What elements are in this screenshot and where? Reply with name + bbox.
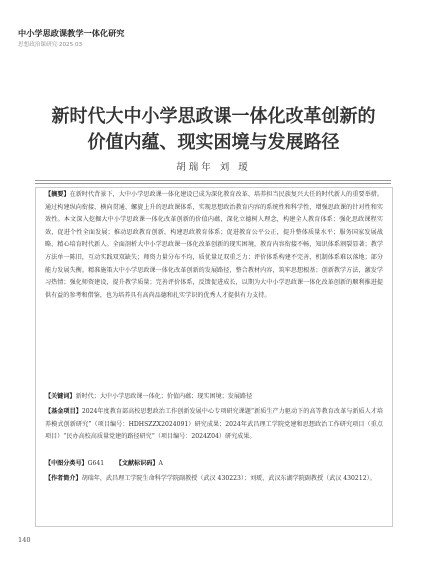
page-number: 140 [18,536,31,544]
clc-label: 【中图分类号】 [45,460,88,467]
article-title-line2: 价值内蕴、现实困境与发展路径 [87,132,340,153]
author-info-paragraph [45,473,383,486]
classification-paragraph [45,458,383,471]
author-info-label: 【作者简介】 [45,475,82,482]
article-title-line1: 新时代大中小学思政课一体化改革创新的 [51,106,376,127]
clc-value: G641 [87,460,105,467]
abstract-text: 在新时代背景下，大中小学思政课一体化建设已成为深化教育改革、培养担当民族复兴大任的时代新人的重要举措。通过构建纵向衔接、横向贯通、螺旋上升的思政课体系，实现思想政治教育内容的系统性和科学性，增强思政课的针对性和实效性。本文深入挖掘大中小学思政课一体化改革创新的价值内蕴，深化立德树人理念，构建全人教育体系；强化思政课程实效，促进个性全面发展；推动思政教育创新，构建思政教育体系；促进教育公平公正，提升整体质量水平；服务国家发展战略，精心培育时代新人。全面剖析大中小学思政课一体化改革创新的现实困境，教育内容衔接不畅，知识体系割裂显著；教学方法单一陈旧，互动实践双双缺失；师资力量分布不均，质优量足双重乏力；评价体系构建不完善，机制体系难以落地；部分能力发展失衡。精准施策大中小学思政课一体化改革创新的发展路径，整合教材内容，筑牢思想根基；创新教学方法，激发学习热情；强化师资建设，提升教学质量；完善评价体系，反馈促进成长，以期为大中小学思政课一体化改革创新的顺利推进提供有益的参考和借鉴，也为培养具有高尚品德和扎实学识的优秀人才提供有力支持。 [45,191,384,299]
journal-name: 中小学思政课教学一体化研究 [18,28,125,38]
abstract-label: 【摘要】 [45,191,70,198]
doc-code-label: 【文献标识码】 [115,460,159,467]
divider-top [35,180,391,181]
author-info-text: 胡瑞年，武昌理工学院生命科学学院副教授（武汉 430223）；刘瑷，武汉东湖学院副教授（武汉 430212）。 [81,475,376,482]
funding-label: 【基金项目】 [45,408,82,415]
abstract-paragraph [45,189,383,302]
keywords-label: 【关键词】 [45,393,76,400]
funding-text: 2024年度教育部高校思想政治工作创新发展中心专项研究课题“新质生产力驱动下的高等教育改革与新质人才培养模式创新研究”（项目编号：HDHSZZX2024091）研究成果；2024年武昌理工学院党建和思想政治工作研究项目（重点项目）“民办高校高质量党建的路径研究”（项目编号：2024Z04）研究成果。 [45,408,384,441]
issue-info: 思想政治课研究·2025.03 [18,42,83,48]
author-names: 胡瑞年 刘 瑷 [176,162,251,173]
funding-paragraph [45,406,383,444]
keywords-text: 新时代；大中小学思政课一体化；价值内蕴；现实困境；发展路径 [75,393,253,400]
keywords-paragraph [45,391,383,404]
divider-bottom [35,183,391,184]
doc-code-value: A [158,460,163,467]
